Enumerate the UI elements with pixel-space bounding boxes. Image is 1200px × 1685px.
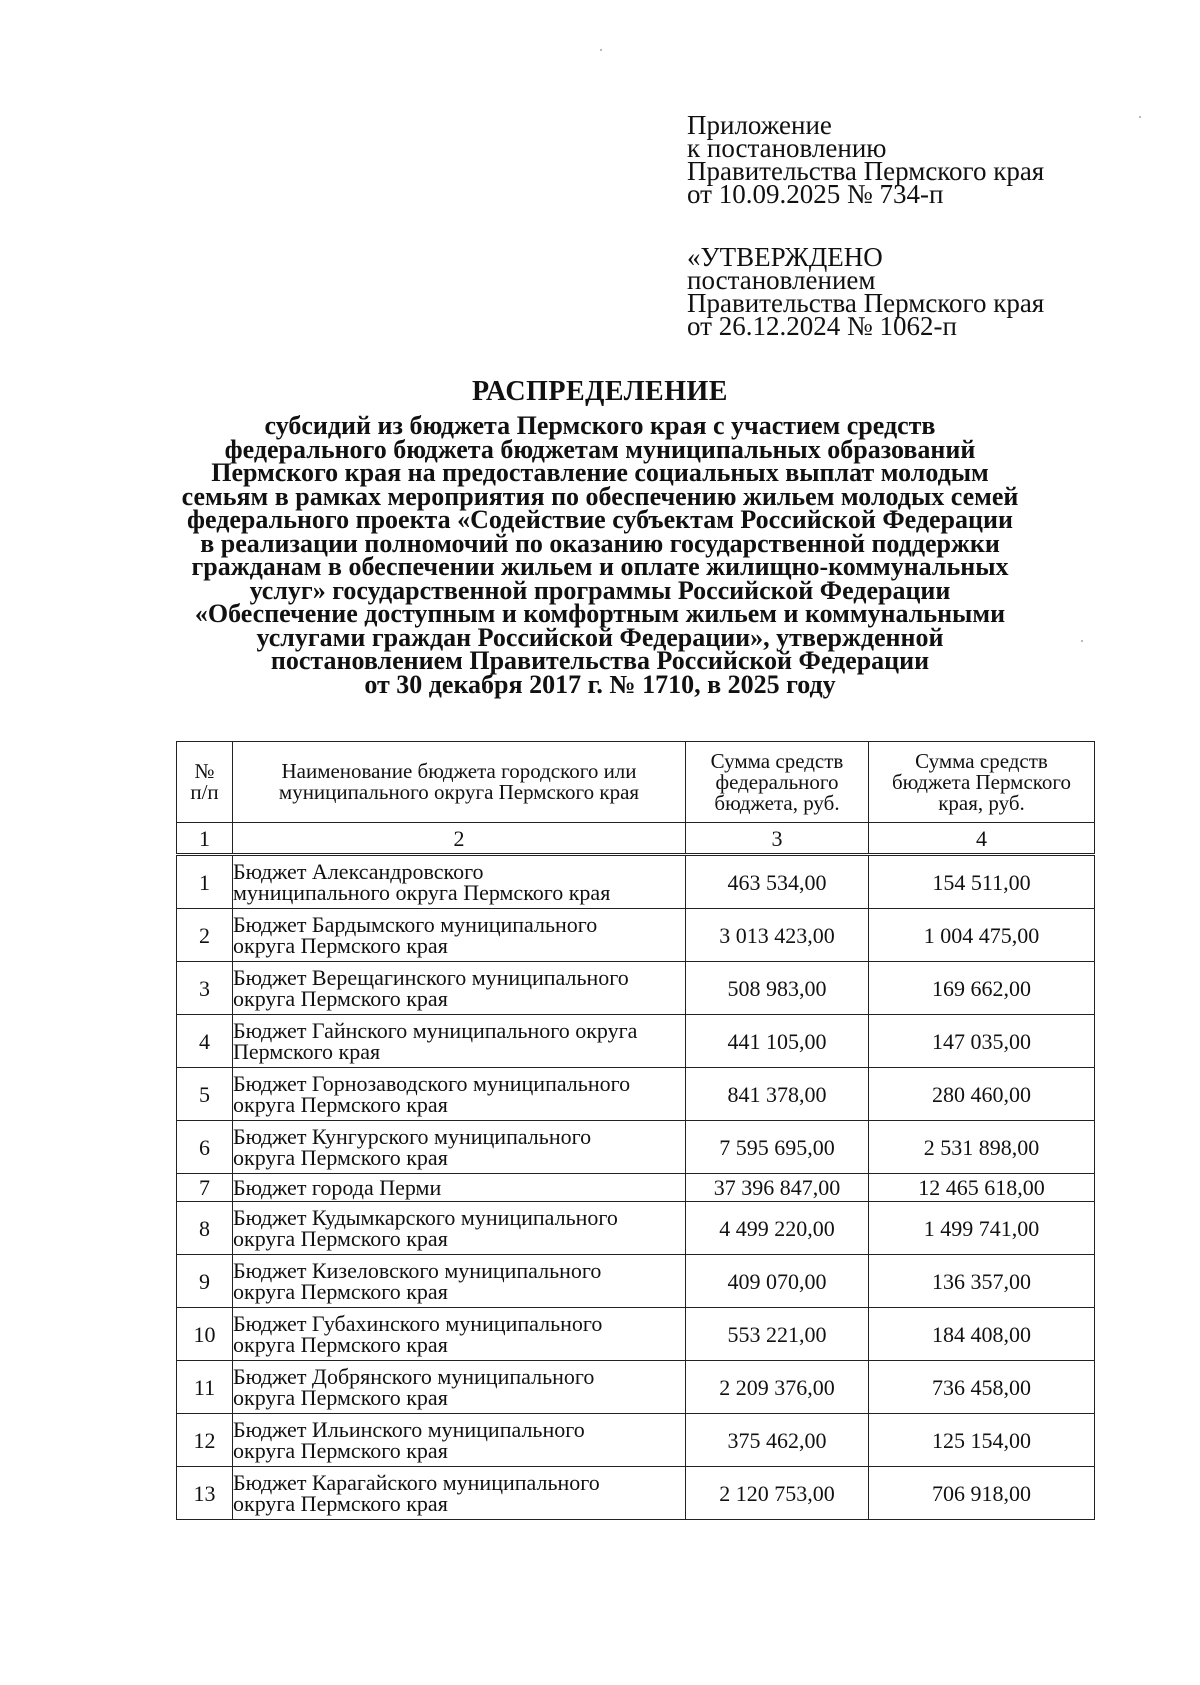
regional-amount: 125 154,00 — [869, 1414, 1095, 1467]
document-title: РАСПРЕДЕЛЕНИЕ — [472, 376, 728, 407]
header-federal-line: федерального — [715, 769, 839, 794]
budget-name — [233, 1015, 686, 1068]
row-number: 11 — [177, 1361, 233, 1414]
federal-amount: 7 595 695,00 — [686, 1121, 869, 1174]
budget-name-line: Пермского края — [233, 1039, 381, 1064]
budget-name-line: округа Пермского края — [233, 986, 448, 1011]
federal-amount: 4 499 220,00 — [686, 1202, 869, 1255]
budget-name — [233, 1068, 686, 1121]
table-row — [177, 1255, 1095, 1308]
header-budget-name — [233, 742, 686, 823]
budget-name-line: Бюджет Кунгурского муниципального — [233, 1124, 592, 1149]
header-federal-line: бюджета, руб. — [714, 790, 840, 815]
header-num-line: п/п — [190, 780, 219, 804]
column-number: 1 — [177, 823, 233, 855]
budget-name-line: Бюджет города Перми — [233, 1175, 442, 1200]
table-row — [177, 1467, 1095, 1520]
approved-block — [687, 242, 1107, 341]
federal-amount: 553 221,00 — [686, 1308, 869, 1361]
budget-name — [233, 1121, 686, 1174]
row-number: 1 — [177, 855, 233, 909]
budget-name — [233, 909, 686, 962]
budget-name-line: Бюджет Гайнского муниципального округа — [233, 1018, 638, 1043]
row-number: 2 — [177, 909, 233, 962]
budget-name-line: Бюджет Ильинского муниципального — [233, 1417, 585, 1442]
budget-name-line: округа Пермского края — [233, 1092, 448, 1117]
federal-amount: 508 983,00 — [686, 962, 869, 1015]
regional-amount: 12 465 618,00 — [869, 1174, 1095, 1202]
row-number: 7 — [177, 1174, 233, 1202]
budget-name-line: Бюджет Горнозаводского муниципального — [233, 1071, 631, 1096]
budget-name-line: Бюджет Губахинского муниципального — [233, 1311, 603, 1336]
row-number: 10 — [177, 1308, 233, 1361]
subtitle-line: постановлением Правительства Российской Федерации — [270, 646, 930, 675]
document-subtitle — [160, 411, 1040, 699]
table-header-row — [177, 742, 1095, 823]
budget-name-line: округа Пермского края — [233, 1491, 448, 1516]
regional-amount: 736 458,00 — [869, 1361, 1095, 1414]
budget-name-line: Бюджет Верещагинского муниципального — [233, 965, 629, 990]
header-regional-line: Сумма средств — [915, 748, 1048, 773]
budget-name-line: округа Пермского края — [233, 1145, 448, 1170]
header-regional-line: края, руб. — [938, 790, 1025, 815]
regional-amount: 280 460,00 — [869, 1068, 1095, 1121]
budget-name-line: округа Пермского края — [233, 1279, 448, 1304]
subsidy-distribution-table — [176, 741, 1095, 1520]
scan-dot — [1081, 640, 1083, 642]
budget-name — [233, 1308, 686, 1361]
subtitle-line: услуг» государственной программы Российской Федерации — [249, 575, 951, 605]
budget-name — [233, 1174, 686, 1202]
approved-line: Правительства Пермского края — [687, 288, 1045, 318]
table-row — [177, 1414, 1095, 1467]
header-name-line: Наименование бюджета городского или — [281, 759, 637, 783]
regional-amount: 706 918,00 — [869, 1467, 1095, 1520]
budget-name — [233, 1467, 686, 1520]
budget-name-line: Бюджет Добрянского муниципального — [233, 1364, 595, 1389]
approved-line: от 26.12.2024 № 1062-п — [687, 311, 957, 341]
appendix-line: Правительства Пермского края — [687, 156, 1045, 186]
table-row — [177, 1202, 1095, 1255]
regional-amount: 1 499 741,00 — [869, 1202, 1095, 1255]
row-number: 13 — [177, 1467, 233, 1520]
header-federal-line: Сумма средств — [710, 748, 844, 773]
scan-dot — [600, 49, 602, 51]
budget-name-line: округа Пермского края — [233, 1385, 448, 1410]
federal-amount: 2 209 376,00 — [686, 1361, 869, 1414]
appendix-line: Приложение — [687, 110, 832, 140]
subtitle-line: федерального бюджета бюджетам муниципальных образований — [224, 434, 976, 464]
subtitle-line: семьям в рамках мероприятия по обеспечению жильем молодых семей — [181, 481, 1019, 511]
table-row — [177, 1308, 1095, 1361]
budget-name-line: Бюджет Карагайского муниципального — [233, 1470, 600, 1495]
table-row — [177, 962, 1095, 1015]
budget-name-line: Бюджет Кудымкарского муниципального — [233, 1205, 618, 1230]
budget-name-line: округа Пермского края — [233, 1438, 448, 1463]
table-row — [177, 1174, 1095, 1202]
table-row — [177, 1361, 1095, 1414]
table-row — [177, 1015, 1095, 1068]
regional-amount: 154 511,00 — [869, 855, 1095, 909]
federal-amount: 37 396 847,00 — [686, 1174, 869, 1202]
subtitle-line: гражданам в обеспечении жильем и оплате жилищно-коммунальных — [191, 552, 1009, 581]
federal-amount: 441 105,00 — [686, 1015, 869, 1068]
table-row — [177, 1121, 1095, 1174]
budget-name-line: Бюджет Кизеловского муниципального — [233, 1258, 602, 1283]
table-row — [177, 855, 1095, 909]
budget-name-line: округа Пермского края — [233, 933, 448, 958]
budget-name-line: Бюджет Бардымского муниципального — [233, 912, 598, 937]
regional-amount: 147 035,00 — [869, 1015, 1095, 1068]
row-number: 6 — [177, 1121, 233, 1174]
regional-amount: 169 662,00 — [869, 962, 1095, 1015]
federal-amount: 375 462,00 — [686, 1414, 869, 1467]
regional-amount: 136 357,00 — [869, 1255, 1095, 1308]
budget-name-line: округа Пермского края — [233, 1332, 448, 1357]
federal-amount: 3 013 423,00 — [686, 909, 869, 962]
scan-dot — [1139, 116, 1141, 118]
federal-amount: 841 378,00 — [686, 1068, 869, 1121]
budget-name — [233, 962, 686, 1015]
budget-name — [233, 1255, 686, 1308]
row-number: 3 — [177, 962, 233, 1015]
row-number: 9 — [177, 1255, 233, 1308]
column-number-row — [177, 823, 1095, 855]
header-regional-amount — [869, 742, 1095, 823]
budget-name-line: муниципального округа Пермского края — [233, 880, 611, 905]
table-row — [177, 909, 1095, 962]
budget-name-line: округа Пермского края — [233, 1226, 448, 1251]
appendix-block — [687, 110, 1107, 209]
row-number: 5 — [177, 1068, 233, 1121]
column-number: 2 — [233, 823, 686, 855]
appendix-line: к постановлению — [687, 133, 887, 163]
subtitle-line: Пермского края на предоставление социальных выплат молодым — [211, 458, 989, 487]
row-number: 8 — [177, 1202, 233, 1255]
subtitle-line: «Обеспечение доступным и комфортным жильем и коммунальными — [194, 599, 1006, 628]
approved-line: «УТВЕРЖДЕНО — [687, 242, 883, 272]
federal-amount: 409 070,00 — [686, 1255, 869, 1308]
approved-line: постановлением — [687, 265, 876, 295]
subtitle-line: федерального проекта «Содействие субъектам Российской Федерации — [187, 505, 1013, 534]
regional-amount: 1 004 475,00 — [869, 909, 1095, 962]
budget-name-line: Бюджет Александровского — [233, 859, 484, 884]
row-number: 12 — [177, 1414, 233, 1467]
header-num — [177, 742, 233, 823]
subtitle-line: услугами граждан Российской Федерации», утвержденной — [256, 622, 944, 652]
header-name-line: муниципального округа Пермского края — [278, 780, 640, 804]
column-number: 3 — [686, 823, 869, 855]
federal-amount: 2 120 753,00 — [686, 1467, 869, 1520]
budget-name — [233, 1414, 686, 1467]
subtitle-line: от 30 декабря 2017 г. № 1710, в 2025 году — [364, 669, 836, 699]
row-number: 4 — [177, 1015, 233, 1068]
regional-amount: 184 408,00 — [869, 1308, 1095, 1361]
subtitle-line: субсидий из бюджета Пермского края с участием средств — [264, 411, 936, 440]
subtitle-line: в реализации полномочий по оказанию государственной поддержки — [200, 528, 1000, 558]
budget-name — [233, 855, 686, 909]
header-num-line: № — [194, 759, 215, 783]
federal-amount: 463 534,00 — [686, 855, 869, 909]
table-row — [177, 1068, 1095, 1121]
header-federal-amount — [686, 742, 869, 823]
header-regional-line: бюджета Пермского — [891, 769, 1072, 794]
column-number: 4 — [869, 823, 1095, 855]
budget-name — [233, 1361, 686, 1414]
regional-amount: 2 531 898,00 — [869, 1121, 1095, 1174]
appendix-line: от 10.09.2025 № 734-п — [687, 179, 944, 209]
budget-name — [233, 1202, 686, 1255]
